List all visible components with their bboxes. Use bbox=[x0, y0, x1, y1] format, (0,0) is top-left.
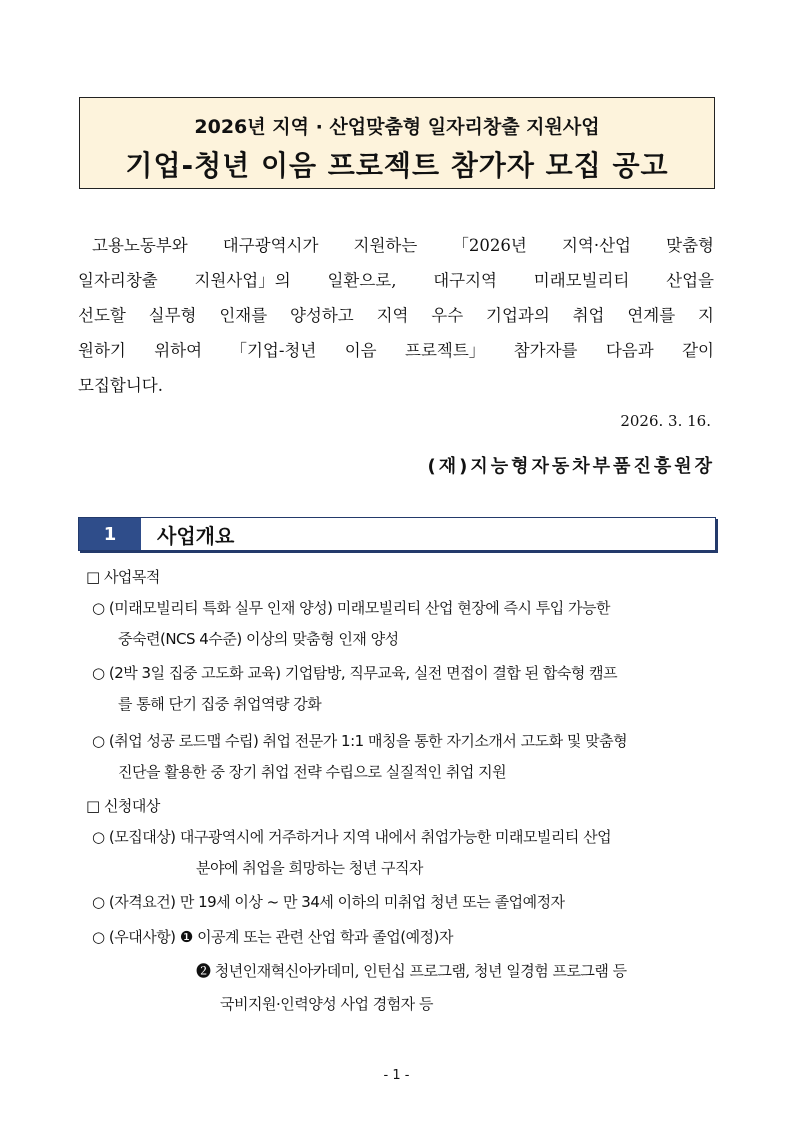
number-one-icon: ❶ bbox=[179, 928, 193, 946]
intro-word: 대구광역시가 bbox=[222, 236, 319, 255]
list-item bbox=[92, 597, 610, 618]
list-item-continuation: 국비지원·인력양성 사업 경험자 등 bbox=[220, 995, 433, 1013]
section-number: 1 bbox=[79, 518, 141, 550]
intro-word: 선도할 bbox=[78, 306, 126, 325]
intro-word: 지역 bbox=[376, 306, 409, 325]
intro-word: 기업과의 bbox=[486, 306, 550, 325]
intro-line bbox=[78, 228, 714, 263]
intro-word: 원하기 bbox=[78, 341, 126, 360]
intro-word: 산업을 bbox=[666, 271, 714, 290]
intro-word: 「기업-청년 bbox=[230, 341, 317, 360]
list-item-text: (2박 3일 집중 고도화 교육) 기업탐방, 직무교육, 실전 면접이 결합 된 합숙형 캠프 bbox=[108, 664, 618, 682]
page-number: - 1 - bbox=[383, 1068, 410, 1083]
circle-bullet-icon: ○ bbox=[92, 928, 105, 946]
circle-bullet-icon: ○ bbox=[92, 599, 105, 617]
intro-line bbox=[78, 263, 714, 298]
intro-word: 지역·산업 bbox=[561, 236, 631, 255]
number-two-icon: ❷ bbox=[196, 962, 211, 980]
intro-word: 지 bbox=[697, 306, 714, 325]
title-box bbox=[79, 97, 715, 189]
list-item bbox=[92, 891, 565, 912]
list-item bbox=[196, 960, 627, 981]
intro-word: 일환으로, bbox=[327, 271, 397, 290]
list-item bbox=[92, 730, 627, 751]
circle-bullet-icon: ○ bbox=[92, 664, 105, 682]
intro-word: 대구지역 bbox=[433, 271, 497, 290]
intro-line bbox=[78, 298, 714, 333]
list-item bbox=[92, 926, 453, 947]
list-item-continuation: 분야에 취업을 희망하는 청년 구직자 bbox=[196, 859, 423, 877]
intro-word: 참가자를 bbox=[513, 341, 578, 360]
section-header bbox=[78, 517, 716, 551]
list-item-text: (취업 성공 로드맵 수립) 취업 전문가 1:1 매칭을 통한 자기소개서 고도화 및 맞춤형 bbox=[108, 732, 628, 750]
section-title: 사업개요 bbox=[157, 523, 235, 548]
list-item-continuation: 진단을 활용한 중 장기 취업 전략 수립으로 실질적인 취업 지원 bbox=[118, 763, 507, 781]
intro-word: 지원하는 bbox=[353, 236, 418, 255]
intro-word: 위하여 bbox=[154, 341, 203, 360]
intro-word: 프로젝트」 bbox=[405, 341, 486, 360]
item-label: (자격요건) bbox=[108, 893, 176, 911]
list-item-text: 청년인재혁신아카데미, 인턴십 프로그램, 청년 일경험 프로그램 등 bbox=[214, 962, 627, 980]
intro-word: 인재를 bbox=[219, 306, 268, 325]
intro-word: 실무형 bbox=[148, 306, 197, 325]
intro-word: 연계를 bbox=[627, 306, 676, 325]
list-item-continuation: 를 통해 단기 집중 취업역량 강화 bbox=[118, 695, 322, 713]
intro-line bbox=[78, 333, 714, 368]
list-item bbox=[92, 662, 617, 683]
circle-bullet-icon: ○ bbox=[92, 893, 105, 911]
list-item-continuation: 중숙련(NCS 4수준) 이상의 맞춤형 인재 양성 bbox=[118, 630, 399, 648]
item-label: (모집대상) bbox=[108, 828, 176, 846]
intro-paragraph bbox=[78, 228, 714, 403]
intro-word: 일자리창출 bbox=[78, 271, 158, 290]
circle-bullet-icon: ○ bbox=[92, 732, 105, 750]
intro-word: 우수 bbox=[431, 306, 464, 325]
notice-date: 2026. 3. 16. bbox=[620, 412, 711, 430]
circle-bullet-icon: ○ bbox=[92, 828, 105, 846]
purpose-heading: □ 사업목적 bbox=[86, 568, 160, 586]
intro-word: 모집합니다. bbox=[78, 376, 163, 395]
intro-word: 「2026년 bbox=[452, 236, 527, 255]
document-subtitle: 2026년 지역 · 산업맞춤형 일자리창출 지원사업 bbox=[194, 116, 600, 138]
target-heading: □ 신청대상 bbox=[86, 797, 160, 815]
intro-word: 고용노동부와 bbox=[92, 236, 188, 255]
item-label: (우대사항) bbox=[108, 928, 176, 946]
intro-word: 이음 bbox=[344, 341, 377, 360]
intro-word: 지원사업」의 bbox=[194, 271, 291, 290]
intro-word: 취업 bbox=[572, 306, 605, 325]
intro-word: 같이 bbox=[682, 341, 714, 360]
list-item-text: 대구광역시에 거주하거나 지역 내에서 취업가능한 미래모빌리티 산업 bbox=[179, 828, 612, 846]
intro-word: 양성하고 bbox=[289, 306, 354, 325]
document-title: 기업-청년 이음 프로젝트 참가자 모집 공고 bbox=[125, 149, 669, 182]
list-item bbox=[92, 826, 611, 847]
list-item-text: 이공계 또는 관련 산업 학과 졸업(예정)자 bbox=[197, 928, 453, 946]
issuing-organization: (재)지능형자동차부품진흥원장 bbox=[427, 456, 715, 477]
intro-word: 맞춤형 bbox=[666, 236, 714, 255]
intro-word: 다음과 bbox=[605, 341, 654, 360]
list-item-text: (미래모빌리티 특화 실무 인재 양성) 미래모빌리티 산업 현장에 즉시 투입 가능한 bbox=[108, 599, 610, 617]
list-item-text: 만 19세 이상 ~ 만 34세 이하의 미취업 청년 또는 졸업예정자 bbox=[179, 893, 565, 911]
intro-word: 미래모빌리티 bbox=[533, 271, 630, 290]
intro-line bbox=[78, 368, 714, 403]
